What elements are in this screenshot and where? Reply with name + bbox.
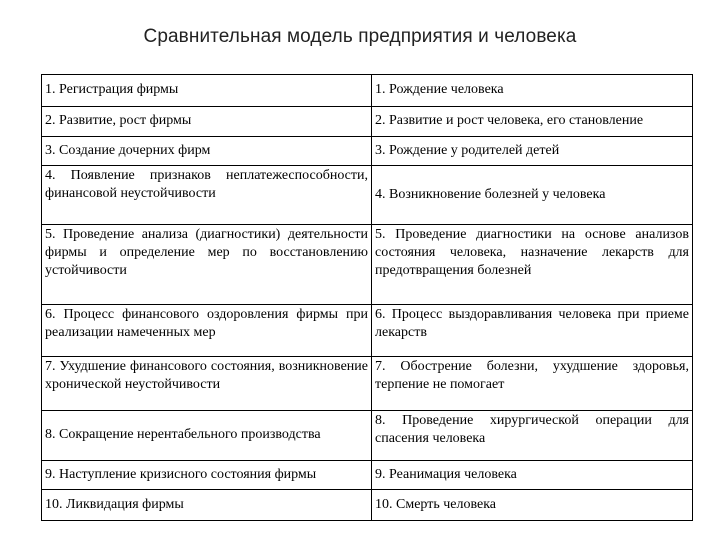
human-cell: 10. Смерть человека: [372, 490, 693, 521]
table-row: [42, 225, 693, 305]
table-row: [42, 137, 693, 166]
firm-cell: 3. Создание дочерних фирм: [42, 137, 372, 166]
table-row: [42, 461, 693, 490]
human-cell: 3. Рождение у родителей детей: [372, 137, 693, 166]
table-row: [42, 166, 693, 225]
table-row: [42, 411, 693, 461]
firm-cell: 4. Появление признаков неплатежеспособности, финансовой неустойчивости: [42, 166, 372, 225]
firm-cell: 1. Регистрация фирмы: [42, 75, 372, 107]
human-cell: 1. Рождение человека: [372, 75, 693, 107]
table-row: [42, 75, 693, 107]
table-row: [42, 490, 693, 521]
firm-cell: 5. Проведение анализа (диагностики) деятельности фирмы и определение мер по восстановлению устойчивости: [42, 225, 372, 305]
firm-cell: 9. Наступление кризисного состояния фирмы: [42, 461, 372, 490]
firm-cell: 6. Процесс финансового оздоровления фирмы при реализации намеченных мер: [42, 305, 372, 357]
human-cell: 9. Реанимация человека: [372, 461, 693, 490]
human-cell: 7. Обострение болезни, ухудшение здоровья, терпение не помогает: [372, 357, 693, 411]
human-cell: 6. Процесс выздоравливания человека при приеме лекарств: [372, 305, 693, 357]
human-cell: 2. Развитие и рост человека, его становление: [372, 107, 693, 137]
table-row: [42, 305, 693, 357]
firm-cell: 10. Ликвидация фирмы: [42, 490, 372, 521]
human-cell: 5. Проведение диагностики на основе анализов состояния человека, назначение лекарств для предотвращения болезней: [372, 225, 693, 305]
firm-cell: 8. Сокращение нерентабельного производства: [42, 411, 372, 461]
human-cell: 8. Проведение хирургической операции для спасения человека: [372, 411, 693, 461]
table-row: [42, 107, 693, 137]
firm-cell: 2. Развитие, рост фирмы: [42, 107, 372, 137]
comparison-table: [41, 74, 693, 521]
human-cell: 4. Возникновение болезней у человека: [372, 166, 693, 225]
firm-cell: 7. Ухудшение финансового состояния, возникновение хронической неустойчивости: [42, 357, 372, 411]
table-row: [42, 357, 693, 411]
page-title: Сравнительная модель предприятия и человека: [143, 26, 577, 47]
